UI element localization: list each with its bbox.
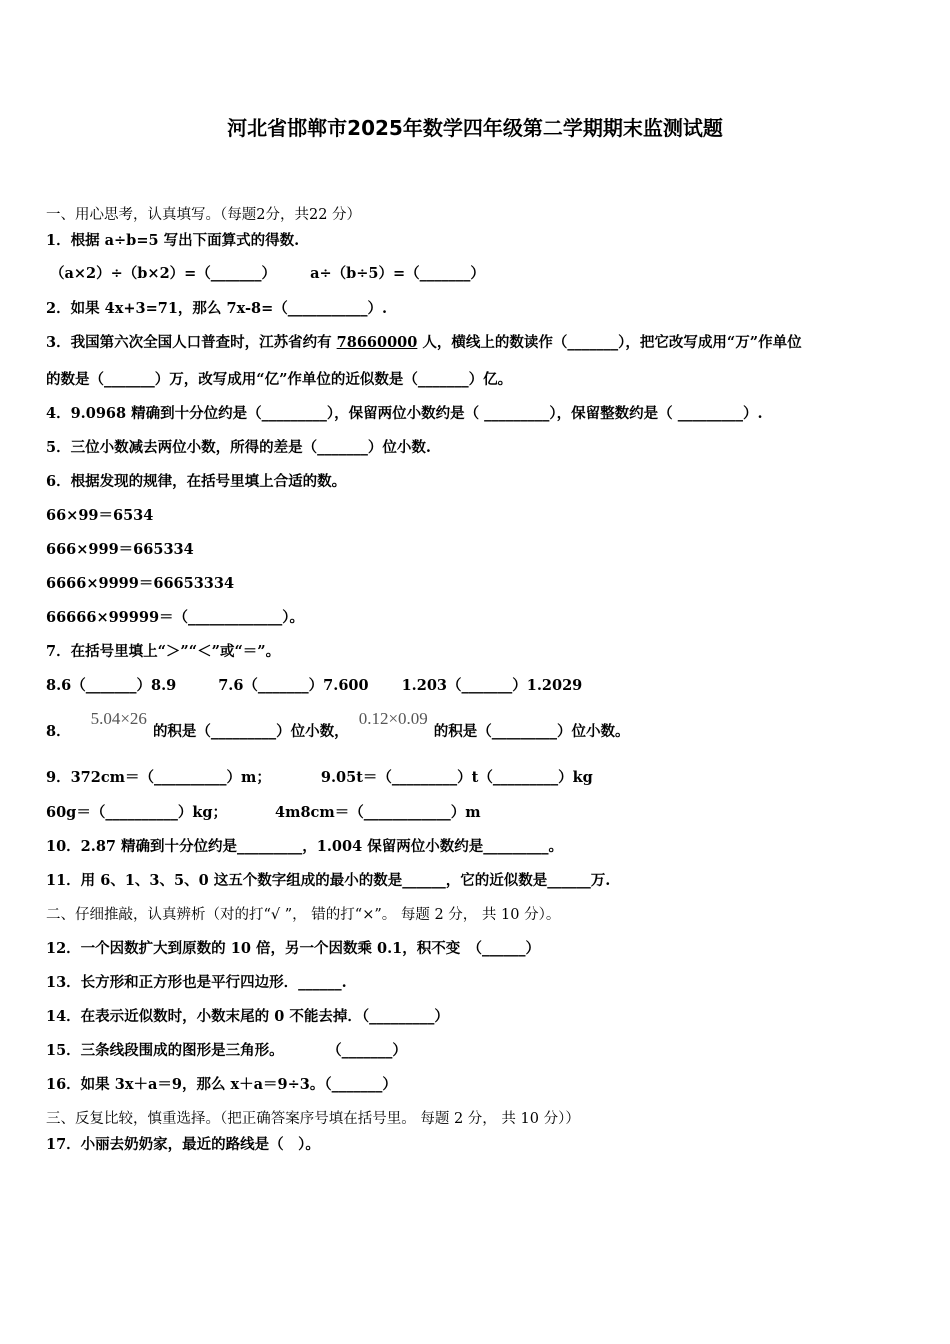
pattern-line-1: 66×99＝6534: [46, 507, 154, 524]
math-expression-1: 5.04×26: [90, 709, 147, 728]
section-1-heading: 一、用心思考，认真填写。（每题2分，共22 分）: [46, 207, 362, 223]
question-3-suffix: 人，横线上的数读作（_______），把它改写成用“万”作单位: [417, 334, 802, 351]
question-7-items: [46, 674, 582, 695]
question-1-items: [50, 262, 485, 283]
question-16: 16．如果 3x＋a＝9，那么 x＋a＝9÷3。（_______）: [46, 1076, 397, 1093]
section-2-heading: 二、仔细推敲，认真辨析（对的打“√ ”， 错的打“×”。 每题 2 分， 共 10 分）。: [46, 907, 561, 923]
compare-c: 1.203（_______）1.2029: [401, 677, 583, 694]
question-9-c: 60g＝（__________）kg；: [46, 804, 228, 821]
question-8-number: 8．: [46, 723, 71, 740]
question-15: 15．三条线段围成的图形是三角形。 （_______）: [46, 1042, 407, 1059]
question-5: 5．三位小数减去两位小数，所得的差是（_______）位小数.: [46, 439, 431, 456]
question-8-end: 的积是（_________）位小数。: [433, 723, 630, 740]
question-8-middle: 的积是（_________）位小数，: [152, 723, 349, 740]
question-9-line-1: [46, 766, 593, 787]
question-1-a: （a×2）÷（b×2）=（_______）: [50, 265, 277, 282]
question-4: 4．9.0968 精确到十分位约是（_________），保留两位小数约是（ _________），保留整数约是（ _________）.: [46, 405, 763, 422]
question-1-b: a÷（b÷5）=（_______）: [310, 265, 485, 282]
question-3-prefix: 3．我国第六次全国人口普查时，江苏省约有: [46, 334, 337, 351]
page-title: 河北省邯郸市2025年数学四年级第二学期期末监测试题: [227, 116, 723, 140]
question-8: [46, 709, 630, 741]
question-3-line-2: 的数是（_______）万，改写成用“亿”作单位的近似数是（_______）亿。: [46, 371, 513, 388]
question-9-d: 4m8cm＝（____________）m: [275, 804, 481, 821]
question-9-a: 9．372cm＝（__________）m；: [46, 769, 271, 786]
math-expression-2: 0.12×0.09: [358, 709, 428, 728]
question-17: 17．小丽去奶奶家，最近的路线是（ ）。: [46, 1136, 320, 1153]
population-number: 78660000: [336, 334, 418, 351]
question-14: 14．在表示近似数时，小数末尾的 0 不能去掉．（_________）: [46, 1008, 449, 1025]
pattern-line-4: 66666×99999＝（_____________）。: [46, 609, 305, 626]
question-11: 11．用 6、1、3、5、0 这五个数字组成的最小的数是______，它的近似数是______万.: [46, 872, 611, 889]
compare-b: 7.6（_______）7.600: [218, 677, 369, 694]
pattern-line-3: 6666×9999＝66653334: [46, 575, 235, 592]
question-12: 12．一个因数扩大到原数的 10 倍，另一个因数乘 0.1，积不变 （______）: [46, 940, 540, 957]
question-10: 10．2.87 精确到十分位约是_________，1.004 保留两位小数约是_________。: [46, 838, 563, 855]
question-1: 1．根据 a÷b=5 写出下面算式的得数.: [46, 232, 300, 249]
question-9-b: 9.05t＝（_________）t（_________）kg: [320, 769, 593, 786]
pattern-line-2: 666×999＝665334: [46, 541, 194, 558]
compare-a: 8.6（_______）8.9: [46, 677, 177, 694]
question-3-line-1: [46, 331, 802, 352]
question-13: 13．长方形和正方形也是平行四边形．______.: [46, 974, 347, 991]
question-7: 7．在括号里填上“＞”“＜”或“＝”。: [46, 643, 281, 660]
question-6: 6．根据发现的规律，在括号里填上合适的数。: [46, 473, 347, 490]
section-3-heading: 三、反复比较，慎重选择。（把正确答案序号填在括号里。 每题 2 分， 共 10 分））: [46, 1111, 580, 1127]
question-9-line-2: [46, 801, 481, 822]
question-2: 2．如果 4x+3=71，那么 7x-8=（___________）.: [46, 300, 388, 317]
